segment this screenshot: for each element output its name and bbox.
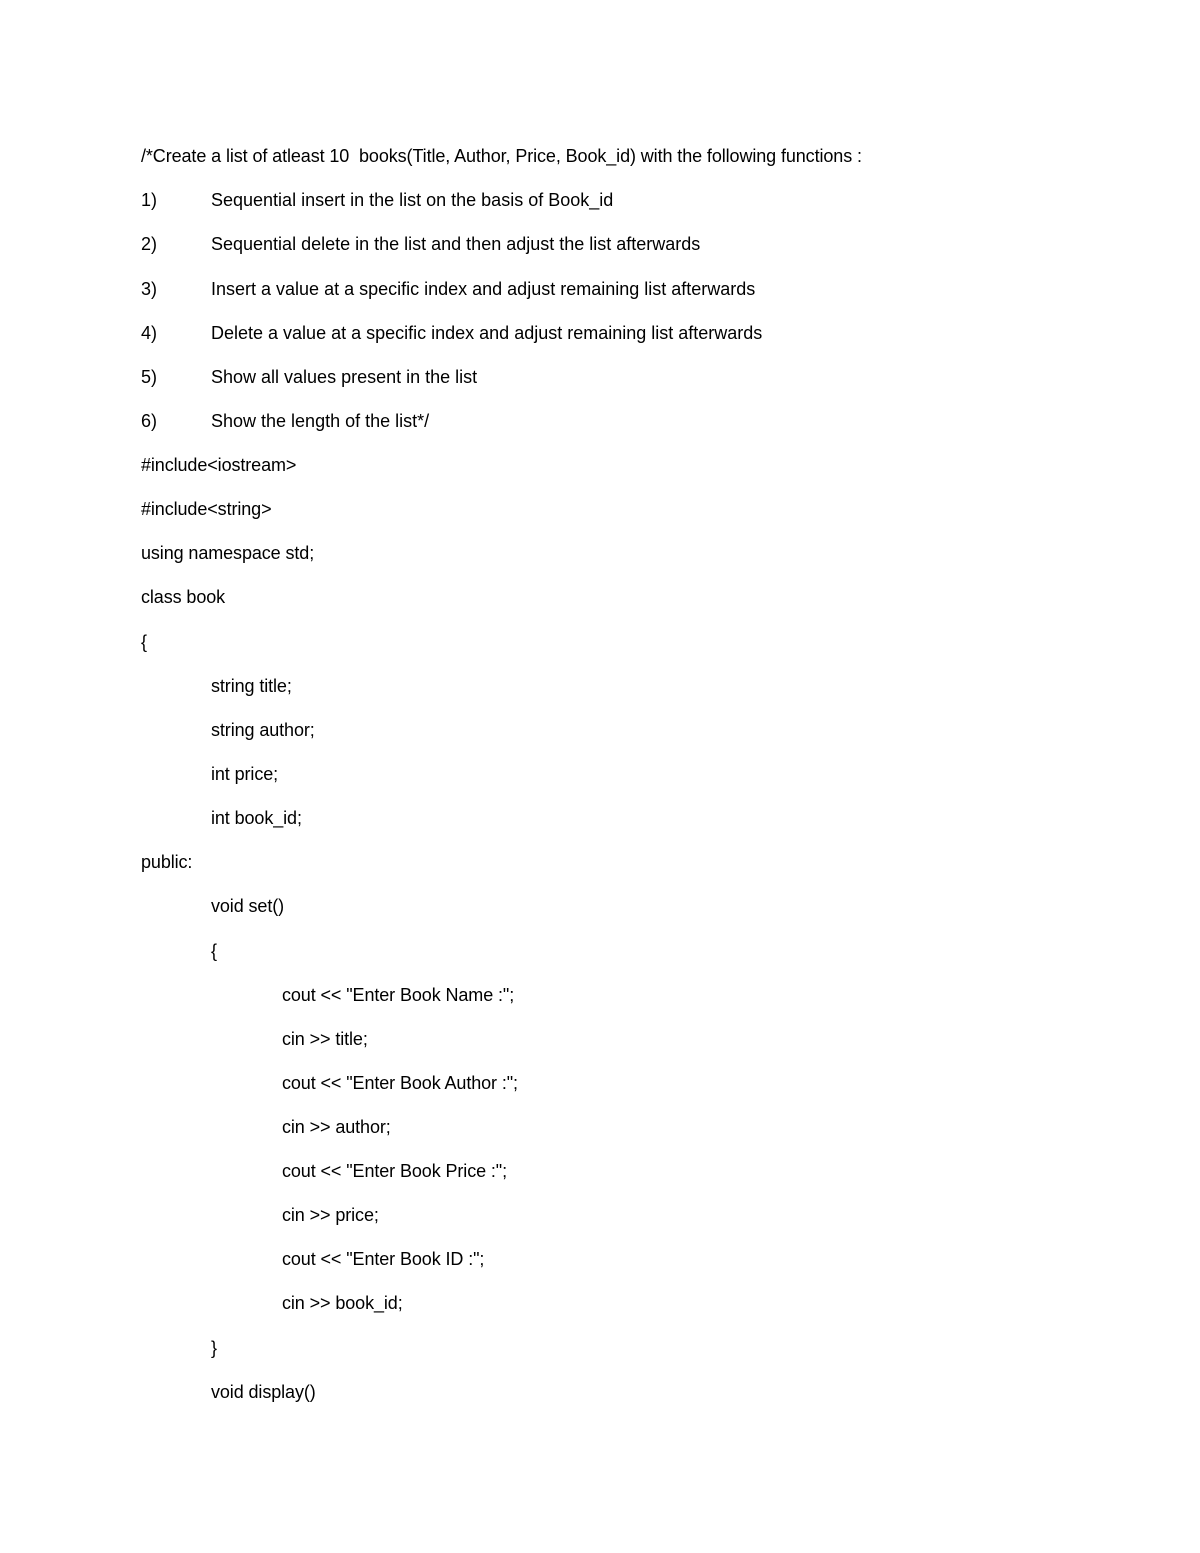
code-line: cout << "Enter Book Author :"; (282, 1073, 518, 1093)
function-text: Show all values present in the list (211, 367, 478, 387)
function-number: 5) (141, 367, 158, 387)
code-line: cout << "Enter Book Price :"; (282, 1161, 507, 1181)
code-line: int price; (211, 764, 279, 784)
code-line: string author; (211, 720, 315, 740)
function-number: 3) (141, 279, 158, 299)
function-text: Show the length of the list*/ (211, 411, 430, 431)
code-line: #include<string> (141, 499, 272, 519)
code-line: { (141, 632, 147, 652)
code-line: int book_id; (211, 808, 302, 828)
code-line: } (211, 1338, 217, 1358)
function-number: 1) (141, 190, 158, 210)
function-text: Insert a value at a specific index and adjust remaining list afterwards (211, 279, 756, 299)
code-line: string title; (211, 676, 292, 696)
code-line: cin >> author; (282, 1117, 391, 1137)
code-line: using namespace std; (141, 543, 315, 563)
function-text: Sequential delete in the list and then adjust the list afterwards (211, 234, 701, 254)
function-text: Sequential insert in the list on the basis of Book_id (211, 190, 614, 210)
code-line: public: (141, 852, 193, 872)
header-comment: /*Create a list of atleast 10 books(Title, Author, Price, Book_id) with the following functions : (141, 146, 862, 166)
function-number: 2) (141, 234, 158, 254)
code-line: cin >> book_id; (282, 1293, 403, 1313)
code-line: { (211, 941, 217, 961)
code-line: class book (141, 587, 226, 607)
code-line: cout << "Enter Book Name :"; (282, 985, 515, 1005)
function-number: 4) (141, 323, 158, 343)
code-line: void display() (211, 1382, 316, 1402)
code-line: cin >> price; (282, 1205, 379, 1225)
code-line: cin >> title; (282, 1029, 368, 1049)
function-number: 6) (141, 411, 158, 431)
code-line: void set() (211, 896, 285, 916)
code-line: #include<iostream> (141, 455, 297, 475)
function-text: Delete a value at a specific index and adjust remaining list afterwards (211, 323, 763, 343)
code-line: cout << "Enter Book ID :"; (282, 1249, 485, 1269)
